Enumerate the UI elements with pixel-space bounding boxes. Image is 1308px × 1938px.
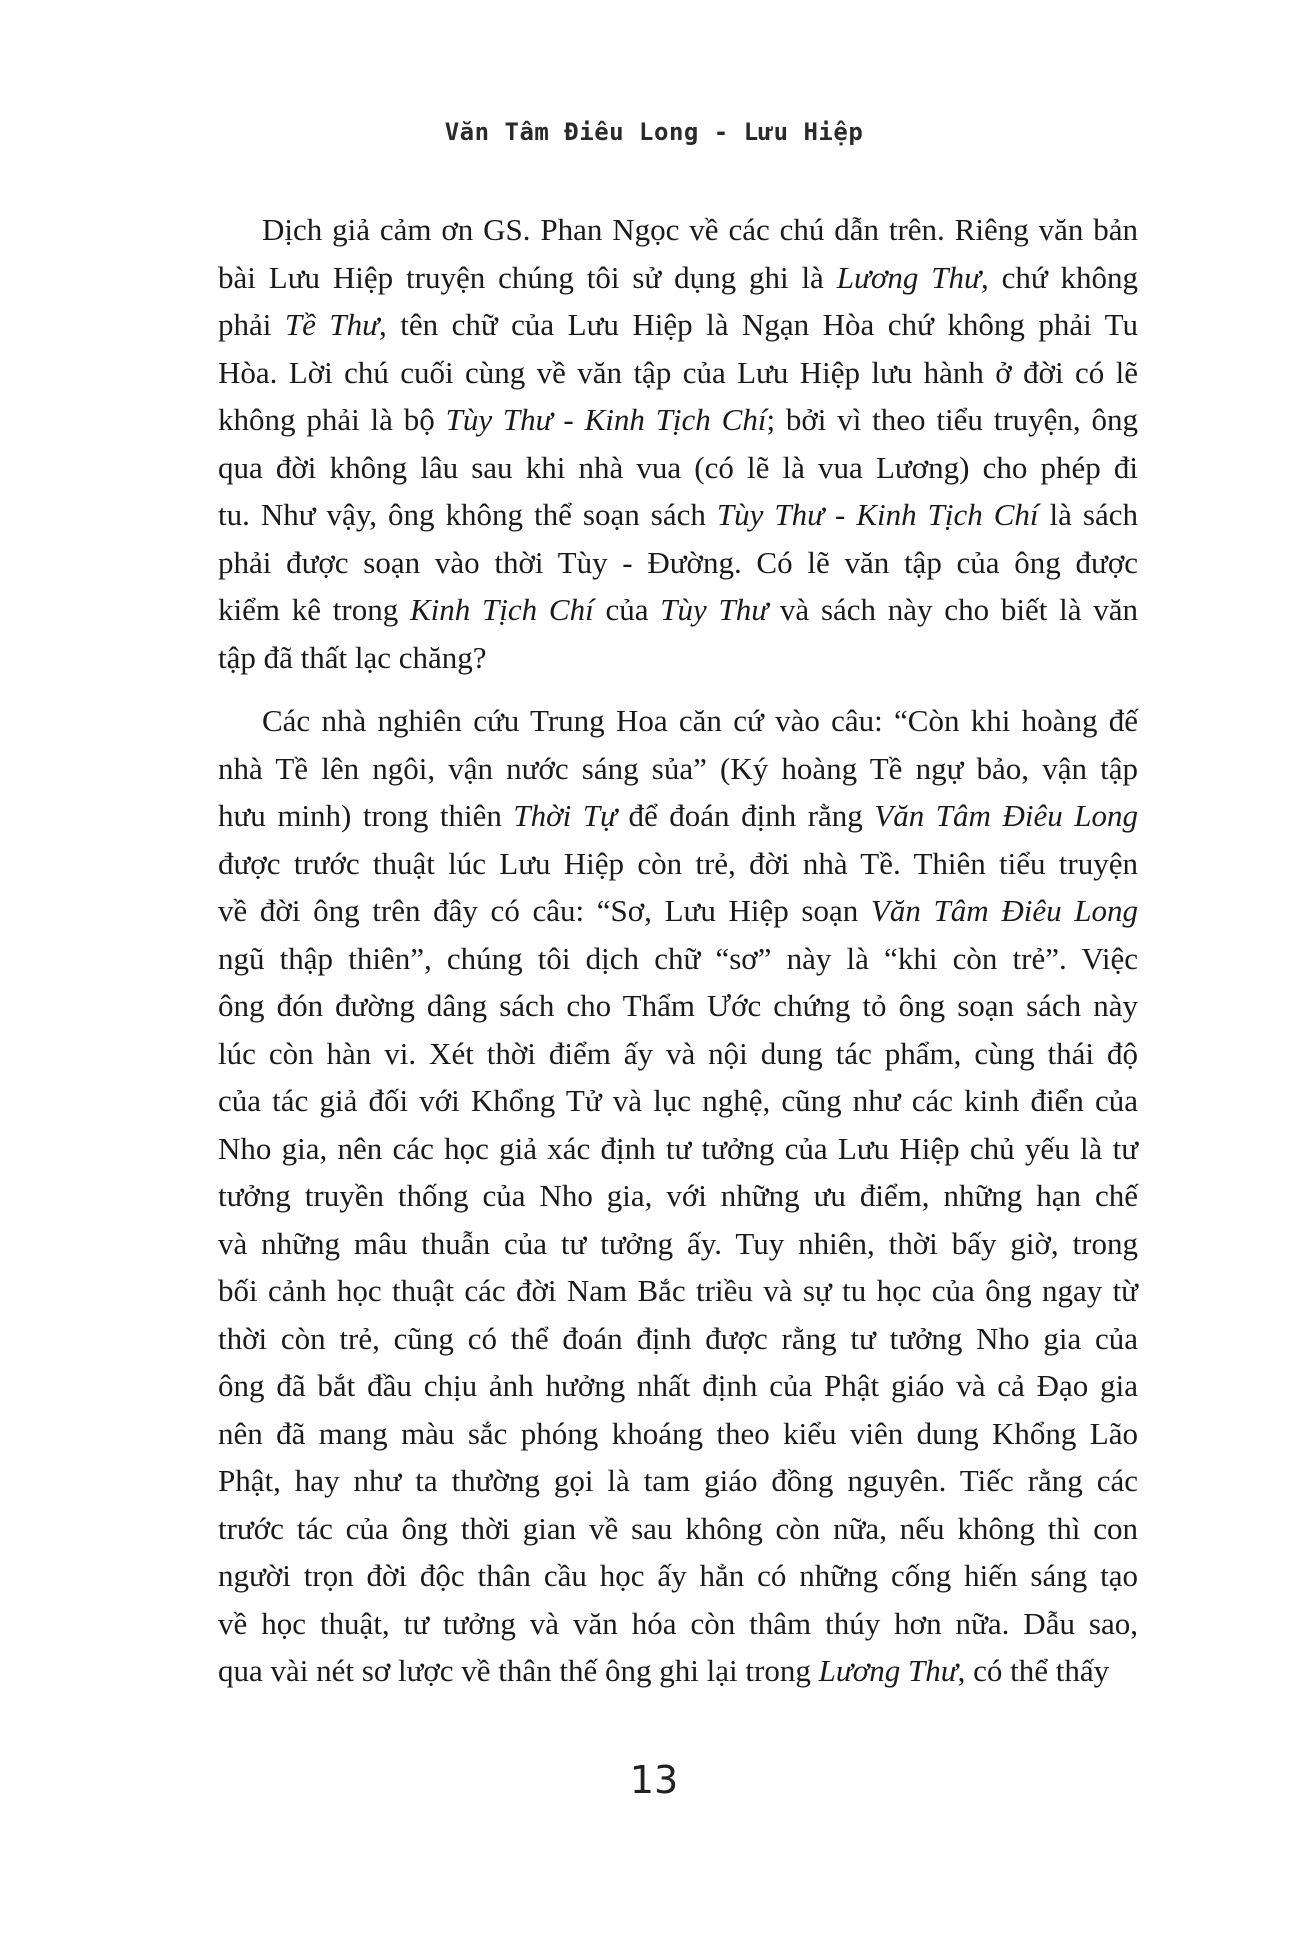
text-line [218,1125,1138,1173]
text-line [218,396,1138,444]
text-line [218,634,1138,682]
text-line [218,1172,1138,1220]
text-line [218,1267,1138,1315]
page-number: 13 [629,1758,679,1802]
italic-title: Lương Thư [836,259,981,295]
text-run: trước tác của ông thời gian về sau không còn nữa, nếu không thì con [218,1510,1138,1546]
text-line [218,1362,1138,1410]
text-run: tập đã thất lạc chăng? [218,639,487,675]
text-line [218,887,1138,935]
text-line [218,1457,1138,1505]
text-line [218,935,1138,983]
text-line [218,444,1138,492]
text-run: qua vài nét sơ lược về thân thế ông ghi lại trong [218,1653,819,1688]
italic-title: Văn Tâm Điêu Long [870,893,1138,928]
text-run: lúc còn hàn vi. Xét thời điểm ấy và nội dung tác phẩm, cùng thái độ [218,1035,1138,1071]
italic-title: Kinh Tịch Chí [409,592,594,627]
italic-title: Tùy Thư [660,592,769,627]
text-run: bài Lưu Hiệp truyện chúng tôi sử dụng ghi là [218,259,837,295]
text-line [218,539,1138,587]
text-line [218,1647,1138,1695]
text-run: nhà Tề lên ngôi, vận nước sáng sủa” (Ký hoàng Tề ngự bảo, vận tập [218,750,1138,786]
text-run: không phải là bộ [218,402,446,437]
text-line [218,206,1138,254]
text-run: hưu minh) trong thiên [218,798,514,833]
text-line [218,1030,1138,1078]
text-run: qua đời không lâu sau khi nhà vua (có lẽ là vua Lương) cho phép đi [218,449,1138,485]
text-line [218,1600,1138,1648]
text-run: được trước thuật lúc Lưu Hiệp còn trẻ, đời nhà Tề. Thiên tiểu truyện [218,845,1138,881]
text-line [218,1505,1138,1553]
text-line [218,1315,1138,1363]
text-run: nên đã mang màu sắc phóng khoáng theo kiểu viên dung Khổng Lão [218,1415,1138,1451]
text-run: để đoán định rằng [616,798,875,833]
text-line [218,586,1138,634]
text-line [218,697,1138,745]
italic-title: Tùy Thư - Kinh Tịch Chí [445,402,767,437]
text-run: là sách [1038,497,1138,532]
paragraph [218,697,1138,1695]
text-run: kiểm kê trong [218,592,410,627]
text-run: bối cảnh học thuật các đời Nam Bắc triều và sự tu học của ông ngay từ [218,1273,1138,1308]
text-run: và sách này cho biết là văn [768,592,1138,627]
text-line [218,792,1138,840]
text-line [218,1552,1138,1600]
text-line [218,1410,1138,1458]
text-run: ; bởi vì theo tiểu truyện, ông [766,402,1138,437]
text-run: người trọn đời độc thân cầu học ấy hẳn có những cống hiến sáng tạo [218,1558,1138,1593]
text-run: phải được soạn vào thời Tùy - Đường. Có lẽ văn tập của ông được [218,544,1138,580]
text-run: ngũ thập thiên”, chúng tôi dịch chữ “sơ” này là “khi còn trẻ”. Việc [218,940,1138,976]
text-line [218,840,1138,888]
text-run: , chứ không [980,259,1139,295]
text-line [218,745,1138,793]
text-run: , tên chữ của Lưu Hiệp là Ngạn Hòa chứ không phải Tu [379,307,1138,342]
italic-title: Tề Thư [284,307,380,342]
text-run: Dịch giả cảm ơn GS. Phan Ngọc về các chú dẫn trên. Riêng văn bản [262,212,1138,247]
text-run: Các nhà nghiên cứu Trung Hoa căn cứ vào câu: “Còn khi hoàng đế [262,703,1138,738]
italic-title: Lương Thư [818,1653,958,1688]
text-run: tu. Như vậy, ông không thể soạn sách [218,497,717,532]
running-header: Văn Tâm Điêu Long - Lưu Hiệp [444,118,864,146]
text-line [218,982,1138,1030]
text-run: thời còn trẻ, cũng có thể đoán định được rằng tư tưởng Nho gia của [218,1320,1138,1356]
italic-title: Văn Tâm Điêu Long [874,798,1138,833]
text-run: , có thể thấy [957,1653,1110,1688]
text-line [218,254,1138,302]
text-run: Phật, hay như ta thường gọi là tam giáo đồng nguyên. Tiếc rằng các [218,1463,1138,1498]
italic-title: Thời Tự [513,798,617,833]
text-run: về đời ông trên đây có câu: “Sơ, Lưu Hiệp soạn [218,893,871,928]
text-run: của tác giả đối với Khổng Tử và lục nghệ, cũng như các kinh điển của [218,1083,1138,1118]
text-run: ông đã bắt đầu chịu ảnh hưởng nhất định của Phật giáo và cả Đạo gia [218,1368,1138,1403]
italic-title: Tùy Thư - Kinh Tịch Chí [716,497,1039,532]
text-line [218,349,1138,397]
text-run: phải [218,307,285,342]
text-run: về học thuật, tư tưởng và văn hóa còn thâm thúy hơn nữa. Dẫu sao, [218,1605,1138,1641]
text-run: Nho gia, nên các học giả xác định tư tưởng của Lưu Hiệp chủ yếu là tư [218,1130,1138,1166]
text-line [218,1220,1138,1268]
body-text [218,206,1138,1695]
paragraph [218,206,1138,681]
text-line [218,301,1138,349]
text-line [218,1077,1138,1125]
text-line [218,491,1138,539]
text-run: của [593,592,661,627]
text-run: ông đón đường dâng sách cho Thẩm Ước chứng tỏ ông soạn sách này [218,988,1138,1023]
text-run: tưởng truyền thống của Nho gia, với những ưu điểm, những hạn chế [218,1178,1138,1213]
text-run: và những mâu thuẫn của tư tưởng ấy. Tuy nhiên, thời bấy giờ, trong [218,1225,1138,1261]
text-run: Hòa. Lời chú cuối cùng về văn tập của Lưu Hiệp lưu hành ở đời có lẽ [218,354,1138,390]
